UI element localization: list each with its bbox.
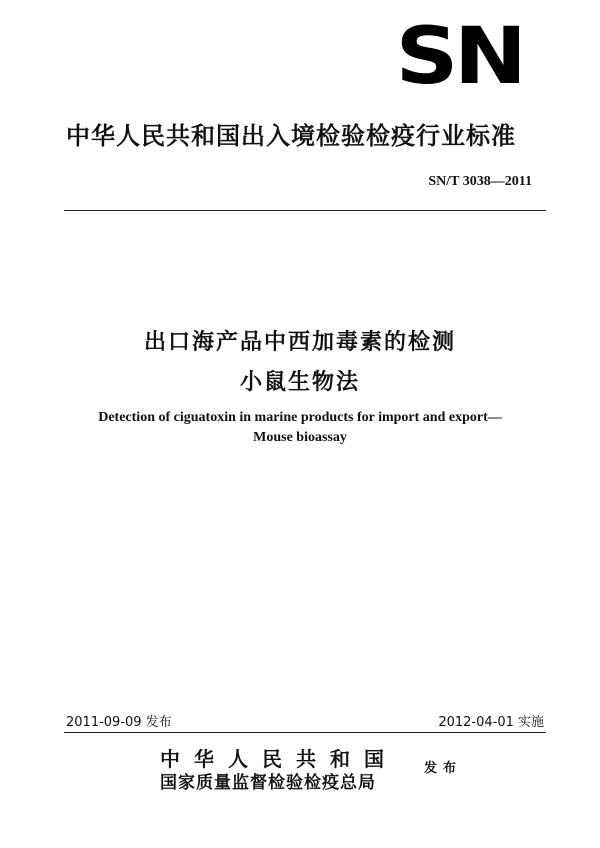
english-title-line-1: Detection of ciguatoxin in marine products for import and export—	[98, 410, 502, 425]
standard-number: SN/T 3038—2011	[428, 174, 532, 189]
issue-date: 2011-09-09 发布	[66, 715, 172, 730]
issuer-agency: 国家质量监督检验检疫总局	[160, 773, 376, 793]
chinese-title-line-2: 小鼠生物法	[239, 370, 360, 395]
sn-logo: SN	[395, 12, 523, 102]
implementation-date: 2012-04-01 实施	[438, 715, 544, 730]
bottom-divider	[64, 732, 546, 733]
chinese-title-line-1: 出口海产品中西加毒素的检测	[143, 330, 456, 355]
issued-label: 发布	[424, 761, 463, 776]
issuer-country: 中华人民共和国	[160, 747, 398, 771]
organization-title: 中华人民共和国出入境检验检疫行业标准	[66, 122, 516, 150]
english-title-line-2: Mouse bioassay	[253, 430, 347, 445]
top-divider	[64, 210, 546, 211]
